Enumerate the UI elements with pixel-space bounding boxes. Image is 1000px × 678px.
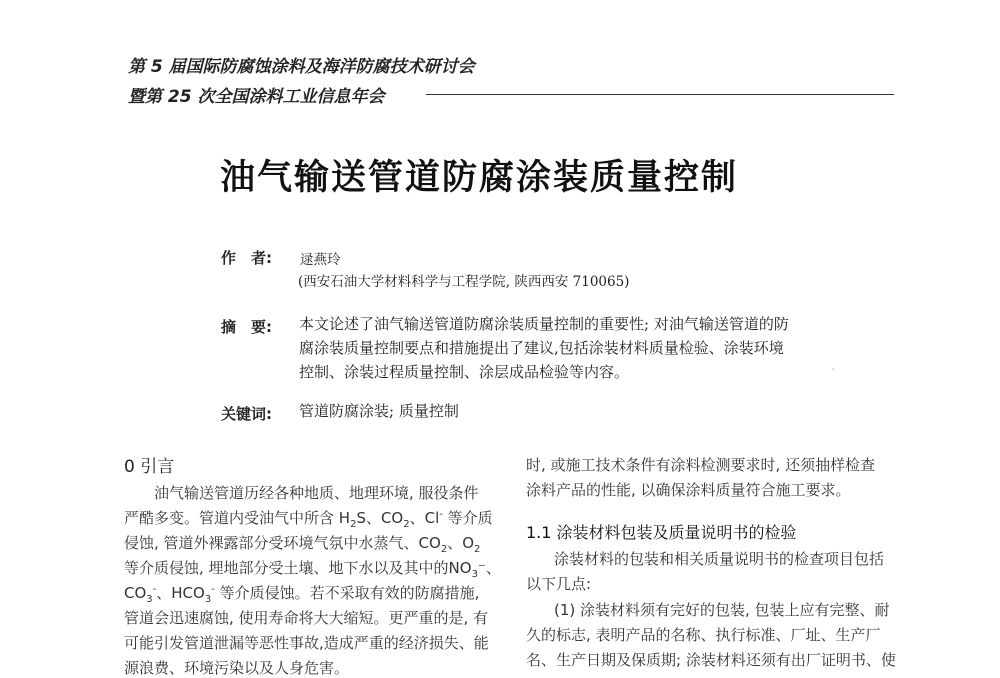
body-line: 可能引发管道泄漏等恶性事故,造成严重的经济损失、能 (124, 634, 489, 652)
body-line: 名、生产日期及保质期; 涂装材料还须有出厂证明书、使 (526, 651, 896, 669)
author-affiliation: (西安石油大学材料科学与工程学院, 陕西西安 710065) (298, 274, 630, 290)
author-label: 作 者: (221, 249, 272, 267)
body-line: 管道会迅速腐蚀, 使用寿命将大大缩短。更严重的是, 有 (124, 609, 489, 627)
conference-header-line1: 第 5 届国际防腐蚀涂料及海洋防腐技术研讨会 (128, 57, 475, 77)
body-line: 严酷多变。管道内受油气中所含 $H_2S$、$CO_2$、Cl- 等介质 (124, 509, 493, 530)
keywords-text: 管道防腐涂装; 质量控制 (299, 402, 459, 420)
abstract-line: 腐涂装质量控制要点和措施提出了建议,包括涂装材料质量检验、涂装环境 (299, 339, 784, 357)
section-heading-intro: 0 引言 (124, 457, 175, 477)
body-line: 久的标志, 表明产品的名称、执行标准、厂址、生产厂 (526, 626, 881, 644)
conference-header-line2: 暨第 25 次全国涂料工业信息年会 (128, 87, 385, 107)
body-line: 等介质侵蚀, 埋地部分受土壤、地下水以及其中的$NO_3^-$、 (124, 559, 501, 580)
section-heading-1-1: 1.1 涂装材料包装及质量说明书的检验 (526, 523, 797, 542)
body-line: (1) 涂装材料须有完好的包装, 包装上应有完整、耐 (554, 601, 890, 619)
header-rule (426, 94, 894, 95)
body-line: 油气输送管道历经各种地质、地理环境, 服役条件 (154, 484, 479, 502)
body-line: 涂料产品的性能, 以确保涂料质量符合施工要求。 (526, 481, 851, 499)
body-line: 时, 或施工技术条件有涂料检测要求时, 还须抽样检查 (526, 456, 876, 474)
body-line: $CO_3^-$、$HCO_3^-$ 等介质侵蚀。若不采取有效的防腐措施, (124, 584, 480, 605)
abstract-line: 本文论述了油气输送管道防腐涂装质量控制的重要性; 对油气输送管道的防 (299, 315, 789, 333)
paper-title: 油气输送管道防腐涂装质量控制 (220, 158, 739, 198)
keywords-label: 关键词: (221, 405, 272, 423)
abstract-line: 控制、涂装过程质量控制、涂层成品检验等内容。 (299, 363, 630, 381)
body-line: 侵蚀, 管道外裸露部分受环境气氛中水蒸气、$CO_2$、$O_2$ (124, 534, 481, 555)
body-line: 涂装材料的包装和相关质量说明书的检查项目包括 (554, 550, 885, 568)
scan-speck: , (832, 362, 835, 371)
author-name: 逯燕玲 (300, 252, 341, 268)
body-line: 以下几点: (526, 575, 592, 593)
body-line: 源浪费、环境污染以及人身危害。 (124, 659, 350, 677)
abstract-label: 摘 要: (221, 318, 272, 336)
